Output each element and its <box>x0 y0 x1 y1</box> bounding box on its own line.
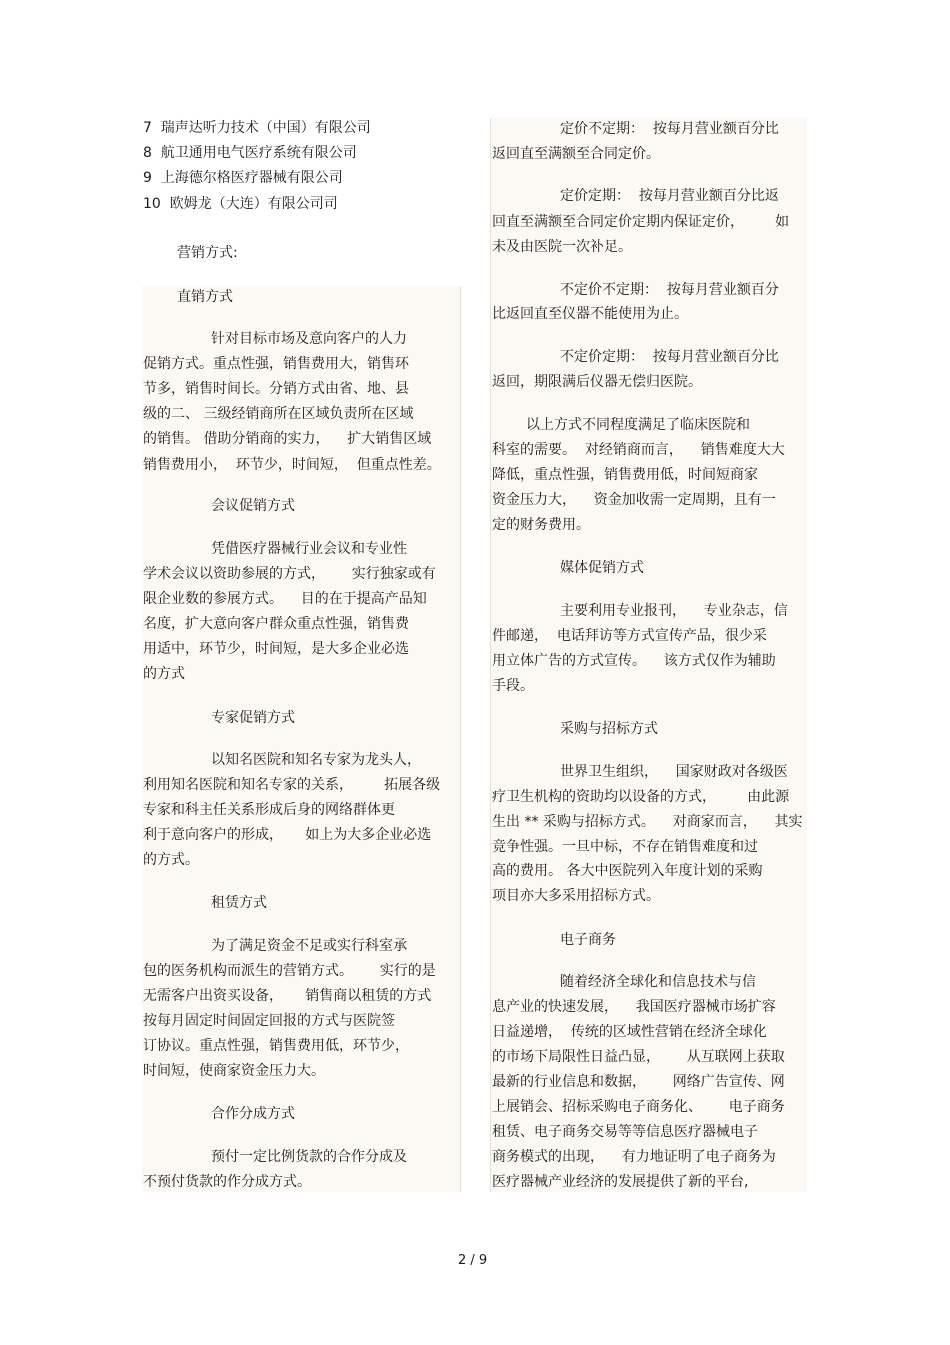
paragraph-line: 租赁、电子商务交易等等信息医疗器械电子 <box>492 1124 758 1140</box>
paragraph-line: 名度，扩大意向客户群众重点性强，销售费 <box>143 616 409 632</box>
section-heading: 采购与招标方式 <box>560 721 658 737</box>
paragraph-line: 息产业的快速发展， 我国医疗器械市场扩容 <box>492 999 776 1015</box>
paragraph-line: 返回，期限满后仪器无偿归医院。 <box>492 374 702 390</box>
marketing-heading: 营销方式: <box>177 245 238 261</box>
paragraph-line: 资金压力大， 资金加收需一定周期，且有一 <box>492 492 776 508</box>
section-heading: 租赁方式 <box>211 895 267 911</box>
paragraph-line: 包的医务机构而派生的营销方式。 实行的是 <box>143 963 436 979</box>
paragraph-line: 的方式 <box>143 666 185 682</box>
paragraph-line: 的方式。 <box>143 852 199 868</box>
paragraph-line: 定价不定期： 按每月营业额百分比 <box>560 121 779 137</box>
paragraph-line: 高的费用。 各大中医院列入年度计划的采购 <box>492 863 763 879</box>
section-heading: 媒体促销方式 <box>560 560 644 576</box>
paragraph-line: 时间短，使商家资金压力大。 <box>143 1063 325 1079</box>
paragraph-line: 促销方式。重点性强，销售费用大，销售环 <box>143 356 409 372</box>
paragraph-line: 不预付货款的作分成方式。 <box>143 1174 311 1190</box>
paragraph-line: 上展销会、招标采购电子商务化、 电子商务 <box>492 1099 785 1115</box>
page-number: 2 / 9 <box>458 1253 488 1268</box>
paragraph-line: 的市场下局限性日益凸显， 从互联网上获取 <box>492 1049 785 1065</box>
paragraph-line: 随着经济全球化和信息技术与信 <box>560 974 756 990</box>
section-heading: 专家促销方式 <box>211 710 295 726</box>
paragraph-line: 无需客户出资买设备， 销售商以租赁的方式 <box>143 988 432 1004</box>
section-heading: 合作分成方式 <box>211 1106 295 1122</box>
paragraph-line: 针对目标市场及意向客户的人力 <box>211 331 407 347</box>
paragraph-line: 级的二、 三级经销商所在区域负责所在区域 <box>143 406 414 422</box>
paragraph-line: 降低，重点性强，销售费用低，时间短商家 <box>492 467 758 483</box>
company-list-item: 7 瑞声达听力技术（中国）有限公司 <box>143 120 371 136</box>
paragraph-line: 商务模式的出现， 有力地证明了电子商务为 <box>492 1149 776 1165</box>
paragraph-line: 比返回直至仪器不能使用为止。 <box>492 306 688 322</box>
paragraph-line: 订协议。重点性强，销售费用低，环节少， <box>143 1038 409 1054</box>
paragraph-line: 最新的行业信息和数据， 网络广告宣传、网 <box>492 1074 785 1090</box>
paragraph-line: 利于意向客户的形成， 如上为大多企业必选 <box>143 827 432 843</box>
paragraph-line: 以上方式不同程度满足了临床医院和 <box>526 417 750 433</box>
paragraph-line: 回直至满额至合同定价定期内保证定价， 如 <box>492 214 790 230</box>
paragraph-line: 学术会议以资助参展的方式， 实行独家或有 <box>143 566 436 582</box>
paragraph-line: 主要利用专业报刊， 专业杂志，信 <box>560 603 788 619</box>
paragraph-line: 销售费用小， 环节少，时间短， 但重点性差。 <box>143 457 441 473</box>
paragraph-line: 未及由医院一次补足。 <box>492 239 632 255</box>
paragraph-line: 项目亦大多采用招标方式。 <box>492 888 660 904</box>
paragraph-line: 竞争性强。一旦中标，不存在销售难度和过 <box>492 839 758 855</box>
company-list-item: 9 上海德尔格医疗器械有限公司 <box>143 170 343 186</box>
paragraph-line: 不定价定期： 按每月营业额百分比 <box>560 349 779 365</box>
paragraph-line: 定价定期： 按每月营业额百分比返 <box>560 188 779 204</box>
paragraph-line: 按每月固定时间固定回报的方式与医院签 <box>143 1013 395 1029</box>
paragraph-line: 不定价不定期： 按每月营业额百分 <box>560 282 779 298</box>
section-heading: 直销方式 <box>177 289 233 305</box>
paragraph-line: 医疗器械产业经济的发展提供了新的平台, <box>492 1174 749 1190</box>
paragraph-line: 的销售。 借助分销商的实力， 扩大销售区域 <box>143 431 432 447</box>
company-list-item: 10 欧姆龙（大连）有限公司司 <box>143 196 338 212</box>
paragraph-line: 限企业数的参展方式。 目的在于提高产品知 <box>143 591 427 607</box>
paragraph-line: 定的财务费用。 <box>492 517 590 533</box>
paragraph-line: 手段。 <box>492 678 534 694</box>
paragraph-line: 疗卫生机构的资助均以设备的方式， 由此源 <box>492 789 790 805</box>
paragraph-line: 世界卫生组织， 国家财政对各级医 <box>560 764 788 780</box>
paragraph-line: 生出 ** 采购与招标方式。 对商家而言， 其实 <box>492 814 803 830</box>
paragraph-line: 以知名医院和知名专家为龙头人， <box>211 752 421 768</box>
company-list-item: 8 航卫通用电气医疗系统有限公司 <box>143 145 357 161</box>
paragraph-line: 预付一定比例货款的合作分成及 <box>211 1149 407 1165</box>
paragraph-line: 凭借医疗器械行业会议和专业性 <box>211 541 407 557</box>
paragraph-line: 科室的需要。 对经销商而言， 销售难度大大 <box>492 442 785 458</box>
paragraph-line: 返回直至满额至合同定价。 <box>492 146 660 162</box>
section-heading: 电子商务 <box>560 932 616 948</box>
paragraph-line: 用立体广告的方式宣传。 该方式仅作为辅助 <box>492 653 776 669</box>
paragraph-line: 为了满足资金不足或实行科室承 <box>211 938 407 954</box>
paragraph-line: 用适中，环节少，时间短，是大多企业必选 <box>143 641 409 657</box>
paragraph-line: 专家和科主任关系形成后身的网络群体更 <box>143 802 395 818</box>
paragraph-line: 利用知名医院和知名专家的关系， 拓展各级 <box>143 777 441 793</box>
paragraph-line: 日益递增， 传统的区域性营销在经济全球化 <box>492 1024 767 1040</box>
paragraph-line: 节多，销售时间长。分销方式由省、地、县 <box>143 381 409 397</box>
section-heading: 会议促销方式 <box>211 498 295 514</box>
paragraph-line: 件邮递， 电话拜访等方式宣传产品，很少采 <box>492 628 767 644</box>
